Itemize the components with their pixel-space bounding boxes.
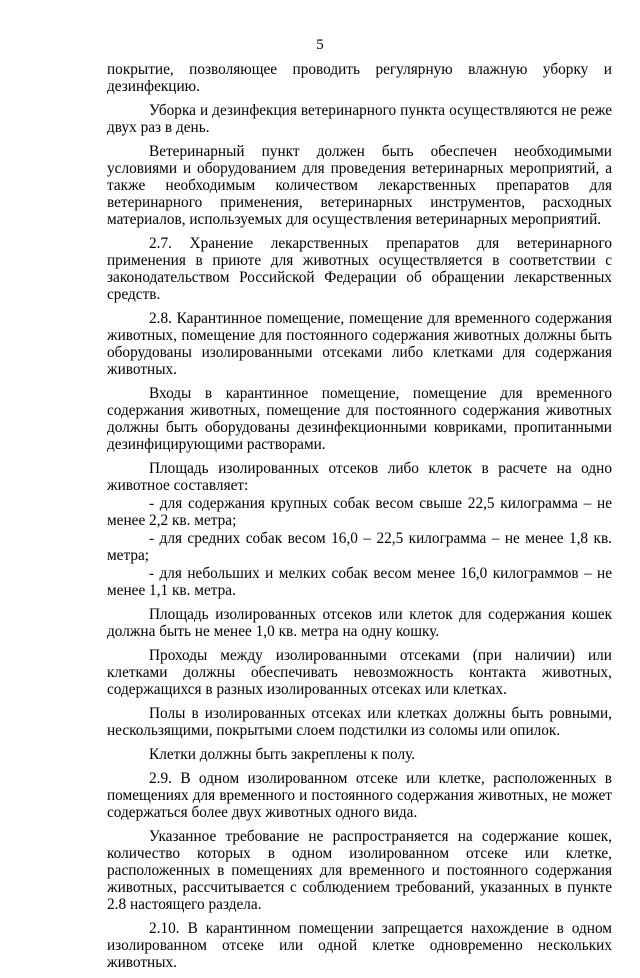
paragraph-cages-fixed: Клетки должны быть закреплены к полу. (149, 746, 416, 763)
paragraph-floors: Полы в изолированных отсеках или клетках должны быть ровными, нескользящими, покрытыми слоем подстилки из соломы или опилок. (107, 705, 612, 739)
list-item-small-dogs: - для небольших и мелких собак весом менее 16,0 килограммов – не менее 1,1 кв. метра. (107, 565, 612, 599)
paragraph-cleaning: Уборка и дезинфекция ветеринарного пункта осуществляются не реже двух раз в день. (107, 102, 612, 136)
paragraph-cats-area: Площадь изолированных отсеков или клеток для содержания кошек должна быть не менее 1,0 кв. метра на одну кошку. (107, 606, 612, 640)
paragraph-2-8: 2.8. Карантинное помещение, помещение для временного содержания животных, помещение для постоянного содержания животных должны быть оборудованы изолированными отсеками либо клетками для содержания животных. (107, 310, 612, 378)
paragraph-area-intro: Площадь изолированных отсеков либо клеток в расчете на одно животное составляет: (107, 460, 612, 494)
paragraph-entrances: Входы в карантинное помещение, помещение для временного содержания животных, помещение для постоянного содержания животных должны быть оборудованы дезинфекционными ковриками, пропитанными дезинфицирующими растворами. (107, 385, 612, 453)
paragraph-2-9: 2.9. В одном изолированном отсеке или клетке, расположенных в помещениях для временного и постоянного содержания животных, не может содержаться более двух животных одного вида. (107, 770, 612, 821)
paragraph-2-7: 2.7. Хранение лекарственных препаратов для ветеринарного применения в приюте для животных осуществляется в соответствии с законодательством Российской Федерации об обращении лекарственных средств. (107, 235, 612, 303)
list-item-medium-dogs: - для средних собак весом 16,0 – 22,5 килограмма – не менее 1,8 кв. метра; (107, 530, 612, 564)
list-item-large-dogs: - для содержания крупных собак весом свыше 22,5 килограмма – не менее 2,2 кв. метра; (107, 495, 612, 529)
paragraph-continuation: покрытие, позволяющее проводить регулярную влажную уборку и дезинфекцию. (107, 61, 612, 95)
paragraph-vet-equipment: Ветеринарный пункт должен быть обеспечен необходимыми условиями и оборудованием для проведения ветеринарных мероприятий, а также необходимым количеством лекарственных препаратов для ветеринарного применения, ветеринарных инструментов, расходных материалов, используемых для осуществления ветеринарных мероприятий. (107, 143, 612, 228)
page-number: 5 (316, 37, 324, 53)
paragraph-passages: Проходы между изолированными отсеками (при наличии) или клетками должны обеспечивать невозможность контакта животных, содержащихся в разных изолированных отсеках или клетках. (107, 647, 612, 698)
document-body (107, 61, 612, 978)
paragraph-2-10: 2.10. В карантинном помещении запрещается нахождение в одном изолированном отсеке или одной клетке одновременно нескольких животных. (107, 920, 612, 971)
paragraph-cats-exception: Указанное требование не распространяется на содержание кошек, количество которых в одном изолированном отсеке или клетке, расположенных в помещениях для временного и постоянного содержания животных, рассчитывается с соблюдением требований, указанных в пункте 2.8 настоящего раздела. (107, 828, 612, 913)
